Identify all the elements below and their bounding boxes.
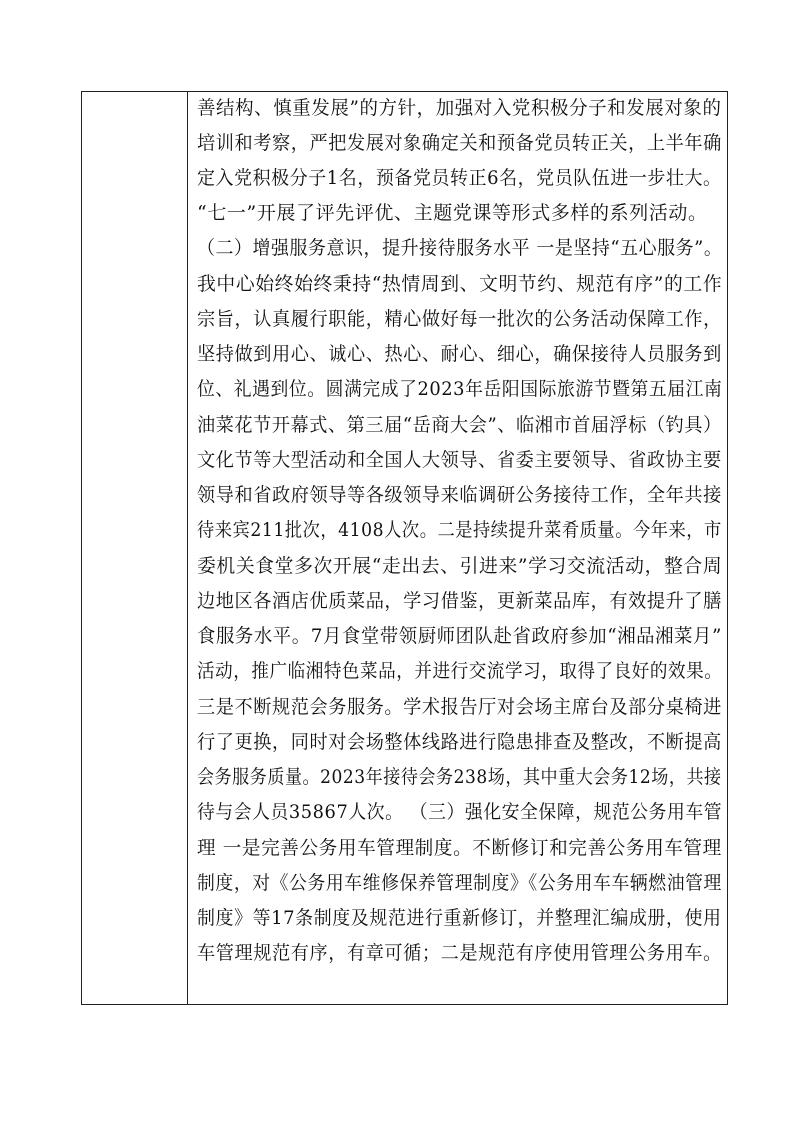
text-line: 善结构、慎重发展”的方针，加强对入党积极分子和发展对象的 [197,97,722,119]
text-line: 会务服务质量。2023年接待会务238场，其中重大会务12场，共接 [197,766,722,788]
text-line: 制度，对《公务用车维修保养管理制度》《公务用车车辆燃油管理 [197,872,722,894]
text-line: 待与会人员35867人次。 （三）强化安全保障，规范公务用车管 [197,801,723,823]
text-line: “七一”开展了评先评优、主题党课等形式多样的系列活动。 [197,202,708,224]
text-line: 待来宾211批次，4108人次。二是持续提升菜肴质量。今年来，市 [197,519,722,541]
text-line: 理 一是完善公务用车管理制度。不断修订和完善公务用车管理 [197,837,722,859]
content-cell [189,92,728,1004]
text-line: 定入党积极分子1名，预备党员转正6名，党员队伍进一步壮大。 [197,167,722,189]
label-cell [82,92,188,1004]
text-line: 位、礼遇到位。圆满完成了2023年岳阳国际旅游节暨第五届江南 [197,378,723,400]
form-table [81,91,728,1005]
text-line: （二）增强服务意识，提升接待服务水平 一是坚持“五心服务”。 [197,237,723,259]
text-line: 车管理规范有序，有章可循；二是规范有序使用管理公务用车。 [197,942,722,964]
text-line: 委机关食堂多次开展“走出去、引进来”学习交流活动，整合周 [197,555,723,577]
text-line: 领导和省政府领导等各级领导来临调研公务接待工作，全年共接 [197,484,722,506]
text-line: 制度》等17条制度及规范进行重新修订，并整理汇编成册，使用 [197,907,722,929]
text-line: 三是不断规范会务服务。学术报告厅对会场主席台及部分桌椅进 [197,696,722,718]
text-line: 活动，推广临湘特色菜品，并进行交流学习，取得了良好的效果。 [197,660,723,682]
text-line: 坚持做到用心、诚心、热心、耐心、细心，确保接待人员服务到 [197,343,722,365]
text-line: 培训和考察，严把发展对象确定关和预备党员转正关，上半年确 [197,132,722,154]
text-line: 食服务水平。7月食堂带领厨师团队赴省政府参加“湘品湘菜月” [197,625,722,647]
text-line: 我中心始终始终秉持“热情周到、文明节约、规范有序”的工作 [197,273,723,295]
text-line: 宗旨，认真履行职能，精心做好每一批次的公务活动保障工作， [197,308,722,330]
text-line: 文化节等大型活动和全国人大领导、省委主要领导、省政协主要 [197,449,722,471]
text-line: 油菜花节开幕式、第三届“岳商大会”、临湘市首届浮标（钓具） [197,414,722,436]
text-line: 边地区各酒店优质菜品，学习借鉴，更新菜品库，有效提升了膳 [197,590,722,612]
text-line: 行了更换，同时对会场整体线路进行隐患排查及整改，不断提高 [197,731,722,753]
